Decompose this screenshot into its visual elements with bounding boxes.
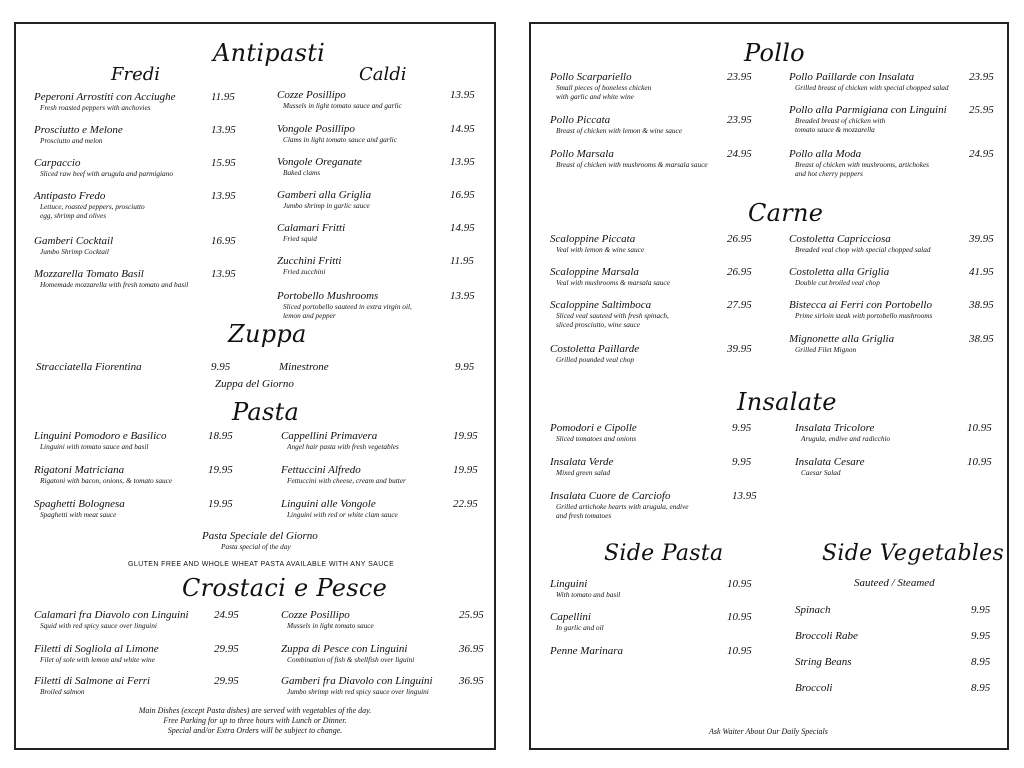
menu-item: [550, 299, 752, 329]
footer-line: Free Parking for up to three hours with Lunch or Dinner.: [163, 716, 347, 725]
item-description: tomato sauce & mozzarella: [795, 124, 875, 134]
pasta-special-name: Pasta Speciale del Giorno: [202, 530, 318, 542]
item-description: Filet of sole with lemon and white wine: [40, 655, 155, 664]
item-description: and fresh tomatoes: [556, 510, 612, 520]
item-price: 25.95: [459, 609, 484, 621]
item-description: Small pieces of boneless chicken: [556, 83, 652, 92]
item-price: 13.95: [211, 124, 236, 136]
item-price: 8.95: [971, 656, 991, 668]
menu-item: [550, 233, 752, 255]
item-price: 23.95: [727, 71, 752, 83]
menu-item: [279, 361, 475, 374]
item-name: Spinach: [795, 604, 831, 616]
item-price: 9.95: [971, 604, 991, 616]
item-description: Sliced tomatoes and onions: [556, 434, 637, 443]
menu-item: [550, 343, 752, 365]
menu-item: [550, 148, 752, 170]
pasta-heading: Pasta: [232, 398, 300, 426]
item-price: 13.95: [211, 268, 236, 280]
item-price: 25.95: [969, 104, 994, 116]
menu-item: [550, 422, 752, 444]
item-description: Broiled salmon: [40, 687, 85, 696]
item-price: 29.95: [214, 643, 239, 655]
item-description: Fried squid: [283, 234, 317, 243]
item-description: Combination of fish & shellfish over liguini: [287, 655, 415, 664]
item-name: Zucchini Fritti: [277, 255, 342, 267]
item-price: 16.95: [211, 235, 236, 247]
item-description: Sliced portobello sauteed in extra virgin oil,: [283, 302, 412, 311]
item-price: 15.95: [211, 157, 236, 169]
item-description: Fried zucchini: [283, 267, 326, 276]
item-name: Pollo alla Parmigiana con Linguini: [789, 104, 947, 116]
item-price: 9.95: [971, 630, 991, 642]
item-name: Pollo Marsala: [550, 148, 614, 160]
side-vegetables-subtitle: Sauteed / Steamed: [854, 577, 935, 589]
item-description: Grilled artichoke hearts with arugula, endive: [556, 502, 689, 511]
item-description: Lettuce, roasted peppers, prosciutto: [40, 202, 145, 211]
left-footer: [16, 706, 494, 736]
item-price: 18.95: [208, 430, 233, 442]
menu-item: [789, 333, 994, 355]
menu-item: [34, 190, 236, 220]
item-name: Filetti di Sogliola al Limone: [34, 643, 159, 655]
menu-item: [550, 266, 752, 288]
menu-item: [34, 464, 233, 486]
pasta-special-desc: Pasta special of the day: [221, 542, 291, 551]
item-description: Breaded breast of chicken with: [795, 116, 886, 125]
item-description: Mussels in light tomato sauce and garlic: [283, 101, 402, 110]
item-price: 8.95: [971, 682, 991, 694]
item-name: Linguini Pomodoro e Basilico: [34, 430, 167, 442]
menu-item: [789, 71, 994, 93]
menu-item: [789, 233, 994, 255]
item-description: Double cut broiled veal chop: [795, 278, 880, 287]
item-description: Fettuccini with cheese, cream and butter: [287, 476, 406, 485]
item-price: 39.95: [727, 343, 752, 355]
item-name: Linguini alle Vongole: [281, 498, 376, 510]
item-price: 19.95: [453, 430, 478, 442]
item-name: Gamberi Cocktail: [34, 235, 114, 247]
menu-item: [277, 290, 475, 320]
item-name: Mignonette alla Griglia: [789, 333, 895, 345]
right-footer: Ask Waiter About Our Daily Specials: [709, 727, 828, 736]
item-price: 38.95: [969, 299, 994, 311]
menu-item: [795, 456, 992, 478]
item-description: Veal with lemon & wine sauce: [556, 245, 645, 254]
menu-item: [34, 235, 236, 257]
menu-item: [550, 456, 752, 478]
menu-item: [277, 123, 475, 145]
footer-line: Special and/or Extra Orders will be subject to change.: [167, 726, 343, 735]
item-description: Mussels in light tomato sauce: [287, 621, 374, 630]
item-name: Insalata Cesare: [795, 456, 865, 468]
menu-item: [277, 156, 475, 178]
item-price: 9.95: [732, 456, 752, 468]
item-description: Grilled pounded veal chop: [556, 355, 635, 364]
item-name: Scaloppine Piccata: [550, 233, 636, 245]
item-name: Gamberi fra Diavolo con Linguini: [281, 675, 433, 687]
item-price: 13.95: [450, 89, 475, 101]
item-price: 10.95: [967, 422, 992, 434]
item-name: Bistecca ai Ferri con Portobello: [789, 299, 932, 311]
item-price: 16.95: [450, 189, 475, 201]
item-description: Sliced raw beef with arugula and parmigiano: [40, 169, 173, 178]
item-price: 24.95: [727, 148, 752, 160]
item-name: Insalata Cuore de Carciofo: [550, 490, 671, 502]
menu-item: [795, 682, 991, 695]
menu-item: [281, 430, 478, 452]
item-description: Linguini with tomato sauce and basil: [40, 442, 149, 451]
item-description: Jumbo shrimp in garlic sauce: [283, 201, 370, 210]
item-description: Breast of chicken with mushrooms & marsala sauce: [556, 160, 708, 169]
item-name: Carpaccio: [34, 157, 81, 169]
menu-item: [34, 498, 233, 520]
item-description: Grilled Filet Mignon: [795, 345, 857, 354]
item-name: Rigatoni Matriciana: [34, 464, 125, 476]
item-name: Prosciutto e Melone: [34, 124, 123, 136]
item-description: Spaghetti with meat sauce: [40, 510, 117, 519]
item-description: Breast of chicken with lemon & wine sauce: [556, 126, 682, 135]
item-name: Cozze Posillipo: [281, 609, 350, 621]
item-description: Squid with red spicy sauce over linguini: [40, 621, 157, 630]
menu-item: [277, 89, 475, 111]
item-description: Linguini with red or white clam sauce: [287, 510, 398, 519]
item-price: 23.95: [969, 71, 994, 83]
item-name: Vongole Oreganate: [277, 156, 362, 168]
side-vegetables-heading: Side Vegetables: [822, 541, 1005, 566]
item-price: 39.95: [969, 233, 994, 245]
item-description: Jumbo Shrimp Cocktail: [40, 247, 109, 256]
menu-item: [795, 656, 991, 669]
item-name: Filetti di Salmone ai Ferri: [34, 675, 151, 687]
item-name: Calamari fra Diavolo con Linguini: [34, 609, 189, 621]
item-name: Mozzarella Tomato Basil: [34, 268, 144, 280]
item-price: 14.95: [450, 222, 475, 234]
item-name: Insalata Verde: [550, 456, 614, 468]
item-price: 24.95: [214, 609, 239, 621]
insalate-heading: Insalate: [737, 388, 837, 416]
menu-item: [36, 361, 231, 374]
menu-item: [277, 222, 475, 244]
menu-item: [550, 490, 757, 520]
gluten-free-note: GLUTEN FREE AND WHOLE WHEAT PASTA AVAILABLE WITH ANY SAUCE: [128, 561, 395, 568]
item-name: Penne Marinara: [550, 645, 624, 657]
item-description: Angel hair pasta with fresh vegetables: [287, 442, 399, 451]
item-description: With tomato and basil: [556, 590, 621, 599]
item-price: 36.95: [459, 643, 484, 655]
item-description: sliced prosciutto, wine sauce: [556, 319, 641, 329]
menu-item: [281, 643, 484, 665]
item-price: 10.95: [967, 456, 992, 468]
right-menu-page: [529, 22, 1009, 750]
fredi-heading: Fredi: [111, 64, 161, 85]
item-price: 14.95: [450, 123, 475, 135]
item-name: Antipasto Fredo: [34, 190, 106, 202]
item-price: 9.95: [732, 422, 752, 434]
zuppa-del-giorno: Zuppa del Giorno: [215, 378, 294, 390]
menu-item: [789, 299, 994, 321]
item-price: 27.95: [727, 299, 752, 311]
item-description: Clams in light tomato sauce and garlic: [283, 135, 397, 144]
item-price: 13.95: [211, 190, 236, 202]
item-price: 38.95: [969, 333, 994, 345]
item-description: Breast of chicken with mushrooms, artichokes: [795, 160, 930, 169]
menu-item: [795, 630, 991, 643]
item-description: Grilled breast of chicken with special chopped salad: [795, 83, 949, 92]
item-description: Mixed green salad: [556, 468, 611, 477]
item-name: Pollo Paillarde con Insalata: [789, 71, 915, 83]
item-price: 13.95: [450, 156, 475, 168]
menu-item: [34, 609, 239, 631]
item-description: lemon and pepper: [283, 310, 336, 320]
item-name: Pomodori e Cipolle: [550, 422, 637, 434]
footer-line: Main Dishes (except Pasta dishes) are served with vegetables of the day.: [138, 706, 372, 715]
menu-item: [795, 422, 992, 444]
item-description: egg, shrimp and olives: [40, 210, 107, 220]
item-description: Jumbo shrimp with red spicy sauce over linguini: [287, 687, 429, 696]
item-price: 19.95: [208, 464, 233, 476]
item-name: Cappellini Primavera: [281, 430, 378, 442]
item-description: In garlic and oil: [556, 623, 604, 632]
item-name: Portobello Mushrooms: [277, 290, 379, 302]
crostaci-heading: Crostaci e Pesce: [182, 574, 388, 602]
item-price: 11.95: [450, 255, 474, 267]
item-name: Calamari Fritti: [277, 222, 346, 234]
item-name: Spaghetti Bolognesa: [34, 498, 125, 510]
item-name: Pollo Scarpariello: [550, 71, 632, 83]
item-description: Fresh roasted peppers with anchovies: [40, 103, 151, 112]
item-price: 10.95: [727, 611, 752, 623]
item-description: Caesar Salad: [801, 468, 841, 477]
menu-item: [281, 675, 484, 697]
item-name: String Beans: [795, 656, 852, 668]
item-description: Prosciutto and melon: [40, 136, 103, 145]
item-name: Insalata Tricolore: [795, 422, 875, 434]
item-name: Pollo alla Moda: [789, 148, 862, 160]
item-description: Rigatoni with bacon, onions, & tomato sauce: [40, 476, 173, 485]
menu-item: [34, 643, 239, 665]
item-name: Pollo Piccata: [550, 114, 611, 126]
menu-item: [281, 464, 478, 486]
item-price: 41.95: [969, 266, 994, 278]
item-name: Zuppa di Pesce con Linguini: [281, 643, 408, 655]
item-name: Stracciatella Fiorentina: [36, 361, 142, 373]
pollo-heading: Pollo: [744, 39, 805, 67]
item-price: 9.95: [211, 361, 231, 373]
item-name: Gamberi alla Griglia: [277, 189, 372, 201]
item-price: 22.95: [453, 498, 478, 510]
zuppa-heading: Zuppa: [228, 320, 307, 348]
item-name: Costoletta Paillarde: [550, 343, 640, 355]
menu-item: [550, 645, 752, 658]
menu-item: [550, 114, 752, 136]
menu-item: [550, 611, 752, 633]
left-menu-page: [14, 22, 496, 750]
antipasti-heading: Antipasti: [213, 39, 326, 67]
item-price: 24.95: [969, 148, 994, 160]
item-name: Capellini: [550, 611, 591, 623]
caldi-heading: Caldi: [359, 64, 407, 85]
item-name: Cozze Posillipo: [277, 89, 346, 101]
item-name: Costoletta Capricciosa: [789, 233, 891, 245]
item-price: 19.95: [453, 464, 478, 476]
item-name: Vongole Posillipo: [277, 123, 355, 135]
item-price: 10.95: [727, 645, 752, 657]
carne-heading: Carne: [748, 199, 824, 227]
item-price: 26.95: [727, 233, 752, 245]
menu-item: [281, 498, 478, 520]
menu-item: [795, 604, 991, 617]
side-pasta-heading: Side Pasta: [604, 541, 724, 566]
menu-item: [34, 124, 236, 146]
item-price: 10.95: [727, 578, 752, 590]
item-price: 23.95: [727, 114, 752, 126]
item-price: 26.95: [727, 266, 752, 278]
menu-item: [34, 268, 236, 290]
menu-item: [281, 609, 484, 631]
item-name: Broccoli: [795, 682, 833, 694]
item-name: Costoletta alla Griglia: [789, 266, 890, 278]
item-price: 11.95: [211, 91, 235, 103]
menu-item: [550, 578, 752, 600]
item-price: 36.95: [459, 675, 484, 687]
item-description: Homemade mozzarella with fresh tomato and basil: [40, 280, 189, 289]
item-description: and hot cherry peppers: [795, 168, 863, 178]
menu-item: [34, 675, 239, 697]
item-price: 13.95: [450, 290, 475, 302]
menu-item: [789, 148, 994, 178]
item-name: Fettuccini Alfredo: [281, 464, 361, 476]
item-name: Minestrone: [279, 361, 329, 373]
menu-item: [34, 91, 235, 113]
item-name: Broccoli Rabe: [795, 630, 858, 642]
item-price: 29.95: [214, 675, 239, 687]
item-name: Scaloppine Saltimboca: [550, 299, 652, 311]
item-name: Scaloppine Marsala: [550, 266, 639, 278]
item-price: 13.95: [732, 490, 757, 502]
menu-item: [789, 266, 994, 288]
item-description: Baked clams: [283, 168, 321, 177]
menu-item: [550, 71, 752, 101]
item-description: Arugula, endive and radicchio: [801, 434, 891, 443]
menu-item: [34, 430, 233, 452]
item-price: 19.95: [208, 498, 233, 510]
item-description: with garlic and white wine: [556, 91, 634, 101]
item-price: 9.95: [455, 361, 475, 373]
item-description: Breaded veal chop with special chopped salad: [795, 245, 931, 254]
menu-item: [34, 157, 236, 179]
item-name: Linguini: [550, 578, 588, 590]
menu-item: [277, 189, 475, 211]
item-description: Prime sirloin steak with portobello mushrooms: [795, 311, 933, 320]
menu-item: [277, 255, 474, 277]
item-description: Veal with mushrooms & marsala sauce: [556, 278, 670, 287]
menu-item: [789, 104, 994, 134]
item-description: Sliced veal sauteed with fresh spinach,: [556, 311, 669, 320]
item-name: Peperoni Arrostiti con Acciughe: [34, 91, 176, 103]
